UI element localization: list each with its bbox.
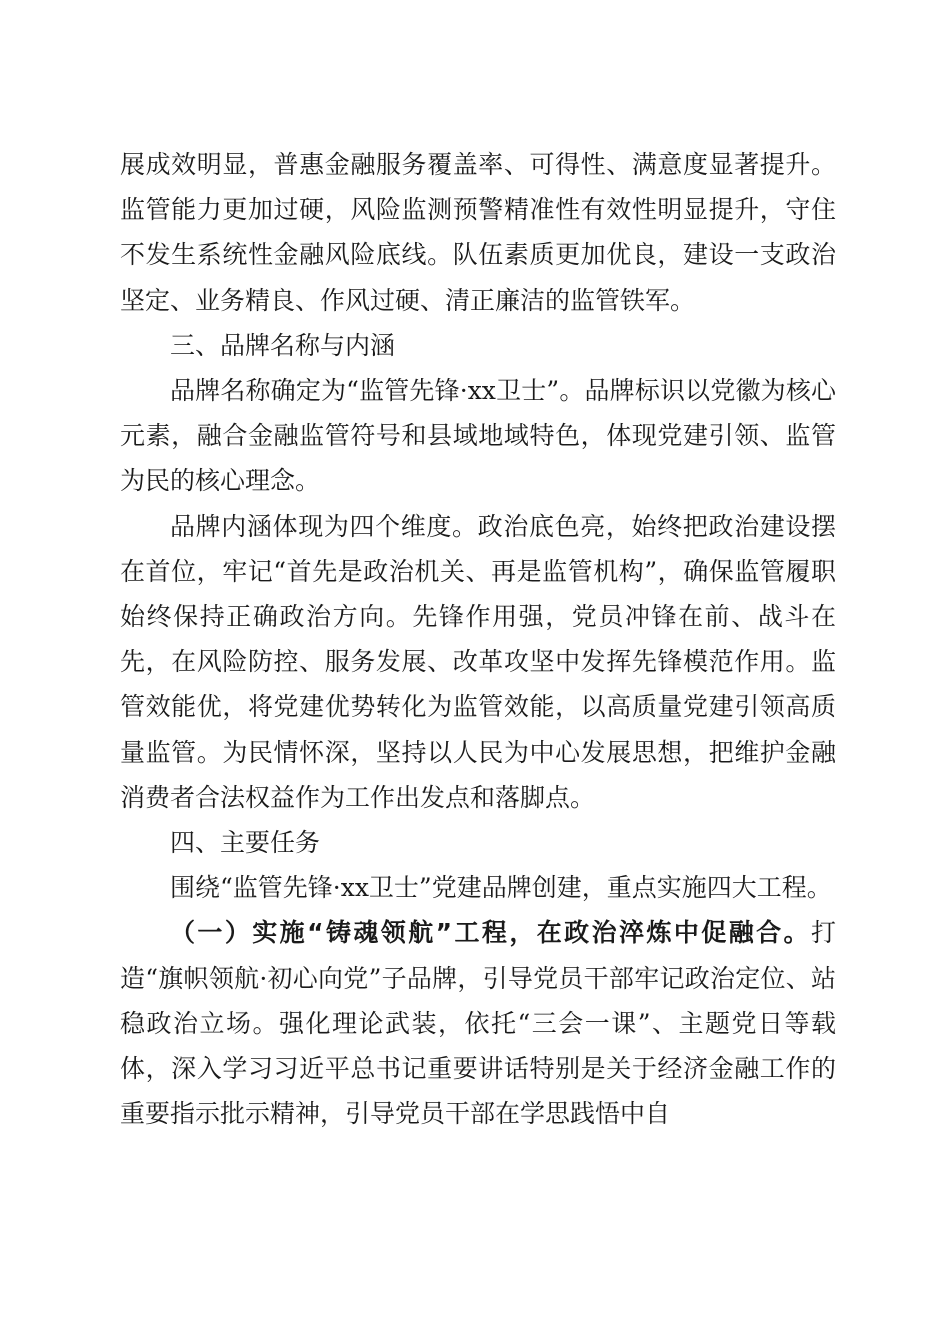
task-one-body: 打造“旗帜领航·初心向党”子品牌，引导党员干部牢记政治定位、站稳政治立场。强化理论武装，依托“三会一课”、主题党日等载体，深入学习习近平总书记重要讲话特别是关于经济金融工作的重要指示批示精神，引导党员干部在学思践悟中自	[120, 918, 836, 1129]
paragraph-brand-name: 品牌名称确定为“监管先锋·xx卫士”。品牌标识以党徽为核心元素，融合金融监管符号和县域地域特色，体现党建引领、监管为民的核心理念。	[120, 376, 836, 496]
paragraph-task-one	[120, 910, 836, 1136]
section-heading-tasks: 四、主要任务	[170, 828, 321, 858]
paragraph-tasks-intro: 围绕“监管先锋·xx卫士”党建品牌创建，重点实施四大工程。	[170, 873, 832, 903]
paragraph-goals-continued: 展成效明显，普惠金融服务覆盖率、可得性、满意度显著提升。监管能力更加过硬，风险监测预警精准性有效性明显提升，守住不发生系统性金融风险底线。队伍素质更加优良，建设一支政治坚定、业务精良、作风过硬、清正廉洁的监管铁军。	[120, 150, 836, 315]
task-one-lead: （一）实施“铸魂领航”工程，在政治淬炼中促融合。	[170, 918, 811, 948]
document-body	[120, 142, 836, 1136]
paragraph-brand-connotation: 品牌内涵体现为四个维度。政治底色亮，始终把政治建设摆在首位，牢记“首先是政治机关、再是监管机构”，确保监管履职始终保持正确政治方向。先锋作用强，党员冲锋在前、战斗在先，在风险防控、服务发展、改革攻坚中发挥先锋模范作用。监管效能优，将党建优势转化为监管效能，以高质量党建引领高质量监管。为民情怀深，坚持以人民为中心发展思想，把维护金融消费者合法权益作为工作出发点和落脚点。	[120, 511, 836, 812]
section-heading-brand: 三、品牌名称与内涵	[170, 330, 396, 360]
